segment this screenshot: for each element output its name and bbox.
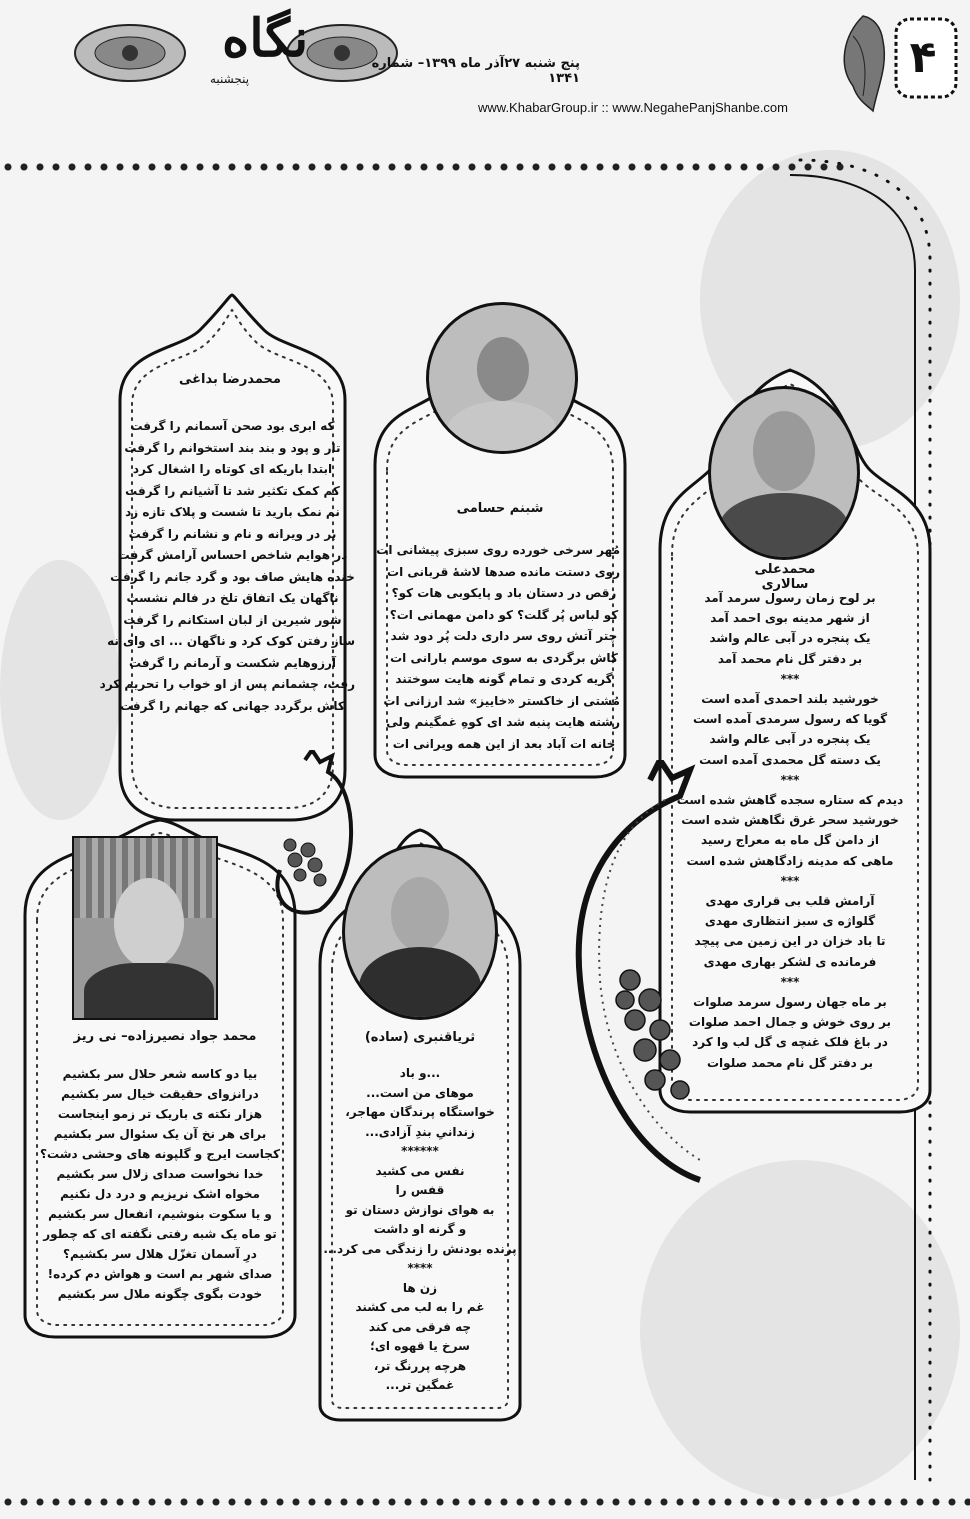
- phoenix-bird-icon: [833, 6, 893, 116]
- poem-bodaghi: که ابری بود صحن آسمانم را گرفت تار و پود و بند بند استخوانم را گرفت ابتدا باریکه ای کوتاه را اشغال کرد کم کمک تکثیر شد تا آشیانم را گرفت نم نمک بارید تا شست و پلاک تازه زد بر در ویرانه و نام و نشانم را گرفت در هوایم شاخص احساس آرامش گرفت خنده هایش صاف بود و گرد جانم را گرفت ناگهان یک اتفاق تلخ در فالم نشست شور شیرین از لبان استکانم را گرفت ساز رفتن کوک کرد و ناگهان ... ای وای نه آرزوهایم شکست و آرمانم را گرفت رفت، چشمانم پس از او خواب را تحریم کرد کاش برگردد جهانی که جهانم را گرفت: [99, 419, 355, 713]
- poet-name-salari: محمدعلی سالاری: [754, 562, 816, 592]
- portrait-nasirzadeh: [72, 836, 218, 1020]
- poem-salari: بر لوح زمان رسول سرمد آمد از شهر مدینه بوی احمد آمد یک پنجره در آبی عالم واشد بر دفتر گل نام محمد آمد *** خورشید بلند احمدی آمده است گویا که رسول سرمدی آمده است یک پنجره در آبی عالم واشد یک دسته گل محمدی آمده است *** دیدم که ستاره سجده گاهش شده است خورشید سحر غرق نگاهش شده است از دامن گل ماه به معراج رسید ماهی که مدینه زادگاهش شده است *** آرامش قلب بی قراری مهدی گلواژه ی سبز انتظاری مهدی تا باد خزان در این زمین می پیچد فرمانده ی لشکر بهاری مهدی *** بر ماه جهان رسول سرمد صلوات بر روی خوش و جمال احمد صلوات در باغ فلک غنچه ی گل لب وا کرد بر دفتر گل نام محمد صلوات: [676, 591, 904, 1070]
- poet-name-ghanbari: ثریاقنبری (ساده): [364, 1030, 476, 1045]
- poem-hesami: مُهر سرخی خورده روی سبزی پیشانی ات روی دستت مانده صدها لاشهٔ قربانی ات رقص در دستان باد و پایکوبی هات کو؟ کو لباس پُر گلت؟ کو دامن مهمانی ات؟ چتر آتش روی سر داری دلت پُر دود شد کاش برگردی به سوی موسم بارانی ات گریه کردی و تمام گونه هایت سوختند مُشتی از خاکستر «خاییز» شد ارزانی ات رشته هایت پنبه شد ای کوهِ غمگینم ولی خانه ات آباد بعد از این همه ویرانی ات: [376, 543, 620, 751]
- pomegranate-small-icon: [250, 750, 370, 920]
- poem-nasirzadeh: بیا دو کاسه شعر حلال سر بکشیم درانزوای حقیقت خیال سر بکشیم هزار نکته ی باریک تر زمو اینجاست برای هر نخ آن یک سئوال سر بکشیم کجاست ایرج و گلپونه های وحشی دشت؟ خدا نخواست صدای زلال سر بکشیم مخواه اشک نریزیم و درد دل نکنیم و یا سکوت بنوشیم، انفعال سر بکشیم تو ماه یک شبه رفتی نگفته ای که چطور درِ آسمان تغزّل هلال سر بکشیم؟ صدای شهر بم است و هواش دم کرده! خودت بگوی چگونه ملال سر بکشیم: [40, 1067, 280, 1301]
- portrait-salari: [708, 386, 860, 560]
- decorative-dot-border-bottom: [0, 1495, 970, 1509]
- portrait-hesami: [426, 302, 578, 454]
- logo-subtitle: پنجشنبه: [210, 72, 250, 86]
- poet-name-bodaghi: محمدرضا بداغی: [179, 372, 281, 387]
- issue-info: پنج شنبه ۲۷آذر ماه ۱۳۹۹– شماره ۱۳۴۱: [371, 56, 580, 86]
- decorative-dot-border: [0, 160, 850, 174]
- poem-ghanbari: ...و باد موهای من است... خواستگاه پرندگان مهاجر، زندانیِ بندِ آزادی... ****** نفس می کشید قفس را به هوای نوازش دستان تو و گرنه او داشت پرنده بودنش را زندگی می کرد... **** زن ها غم را به لب می کشند چه فرقی می کند سرخ یا قهوه ای؛ هرچه پررنگ تر، غمگین تر...: [323, 1066, 517, 1392]
- logo-title: نگاه: [222, 8, 309, 69]
- page-header: [0, 0, 970, 140]
- poet-name-nasirzadeh: محمد جواد نصیرزاده– نی ریز: [73, 1029, 257, 1044]
- website-links[interactable]: www.KhabarGroup.ir :: www.NegahePanjShanbe.com: [478, 100, 788, 115]
- pomegranate-large-icon: [540, 760, 730, 1190]
- poet-name-hesami: شبنم حسامی: [456, 501, 544, 516]
- ornament-left-icon: [70, 18, 190, 88]
- page-number: ۴: [909, 32, 937, 83]
